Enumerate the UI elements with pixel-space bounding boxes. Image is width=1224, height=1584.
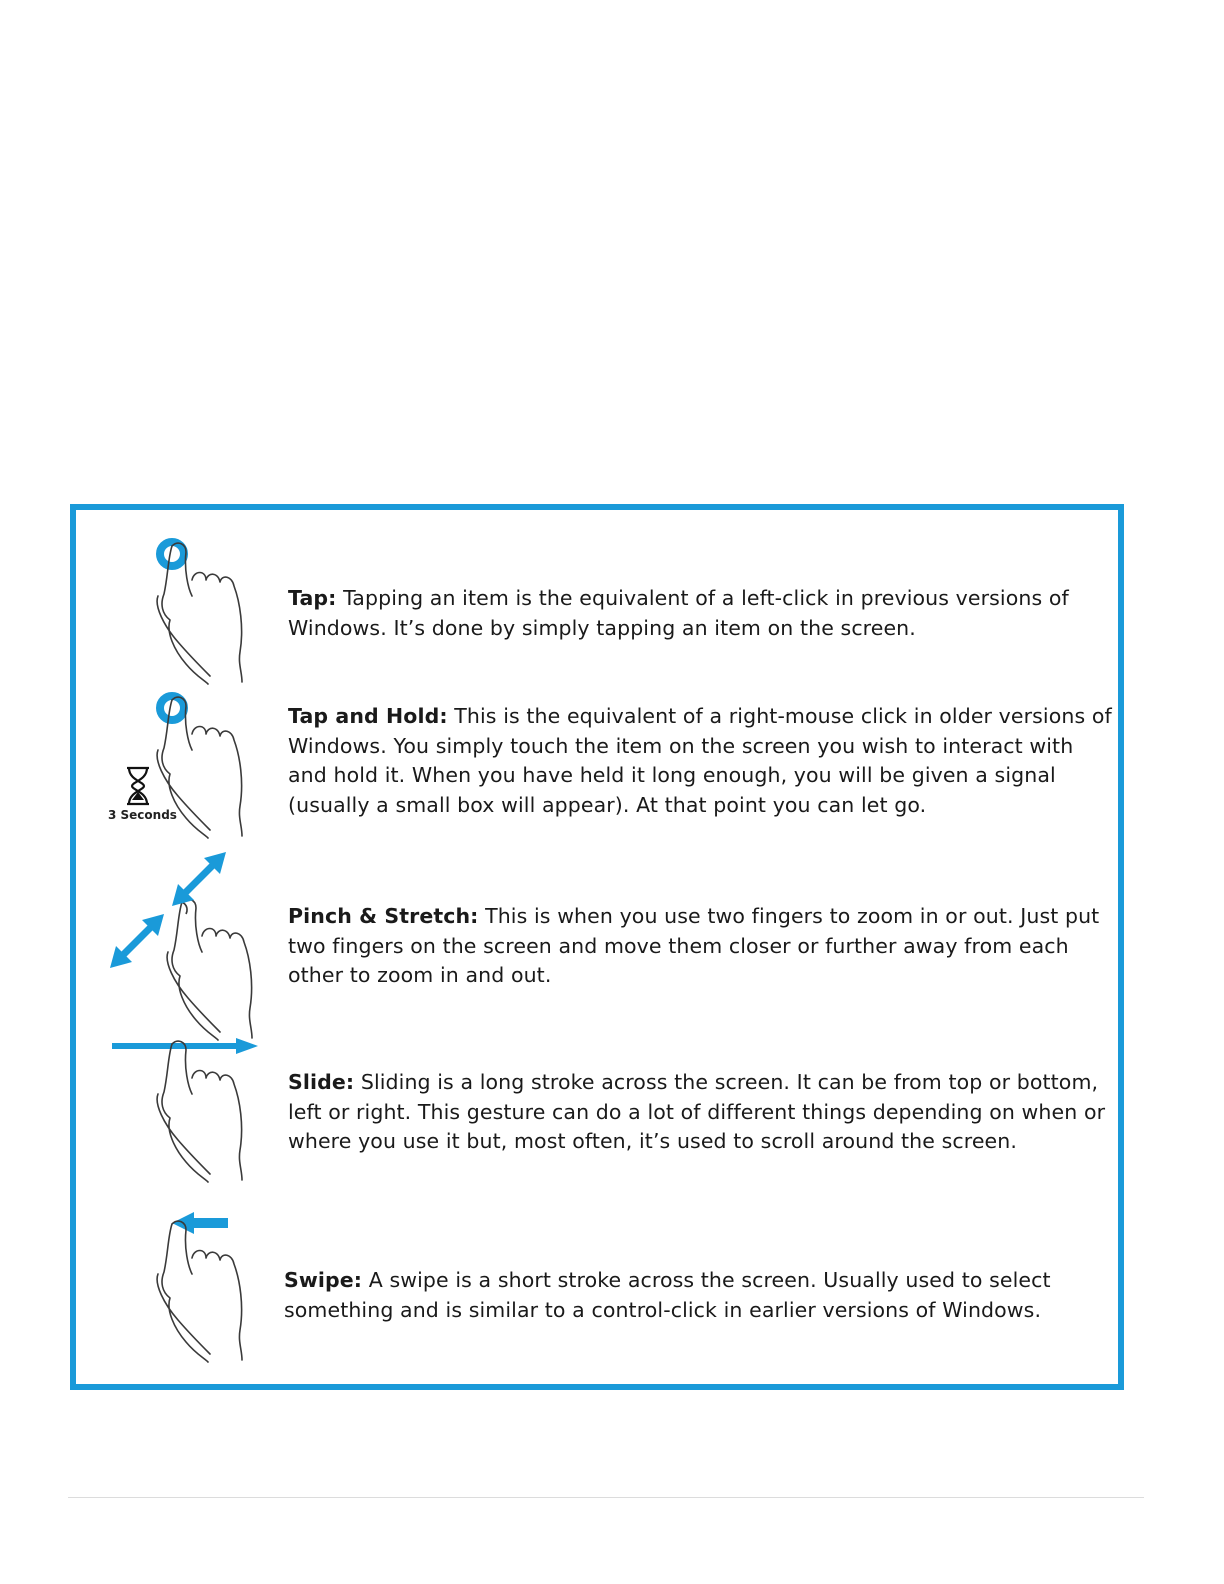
tap-description: [288, 584, 1118, 643]
swipe-hand-icon: [150, 1214, 260, 1368]
pinch-hand-icon: [160, 892, 270, 1056]
slide-text: Sliding is a long stroke across the screen. It can be from top or bottom, left or right. This gesture can do a lot of different things depending on when or where you use it but, most often, it’s used to scroll around the screen.: [288, 1070, 1106, 1153]
hold-timer-label: 3 Seconds: [108, 808, 177, 822]
pinch-text: This is when you use two fingers to zoom in or out. Just put two fingers on the screen and move them closer or further away from each other to zoom in and out.: [288, 904, 1100, 987]
gesture-guide-box: [70, 504, 1124, 1390]
tap-hand-icon: [150, 536, 260, 690]
tap-hold-text: This is the equivalent of a right-mouse click in older versions of Windows. You simply touch the item on the screen you wish to interact with and hold it. When you have held it long enough, you will be given a signal (usually a small box will appear). At that point you can let go.: [288, 704, 1112, 817]
tap-title: Tap:: [288, 586, 337, 610]
slide-hand-icon: [150, 1034, 260, 1188]
tap-text: Tapping an item is the equivalent of a left-click in previous versions of Windows. It’s done by simply tapping an item on the screen.: [288, 586, 1069, 640]
tap-hold-title: Tap and Hold:: [288, 704, 448, 728]
slide-description: [288, 1068, 1118, 1157]
hourglass-icon: [124, 766, 152, 810]
swipe-description: [284, 1266, 1114, 1325]
footer-divider: [68, 1497, 1144, 1498]
pinch-description: [288, 902, 1118, 991]
swipe-title: Swipe:: [284, 1268, 363, 1292]
stretch-arrow-icon: [170, 848, 230, 912]
pinch-arrow-icon: [108, 910, 168, 974]
slide-title: Slide:: [288, 1070, 355, 1094]
tap-hold-description: [288, 702, 1118, 820]
pinch-title: Pinch & Stretch:: [288, 904, 479, 928]
swipe-text: A swipe is a short stroke across the screen. Usually used to select something and is similar to a control-click in earlier versions of Windows.: [284, 1268, 1051, 1322]
